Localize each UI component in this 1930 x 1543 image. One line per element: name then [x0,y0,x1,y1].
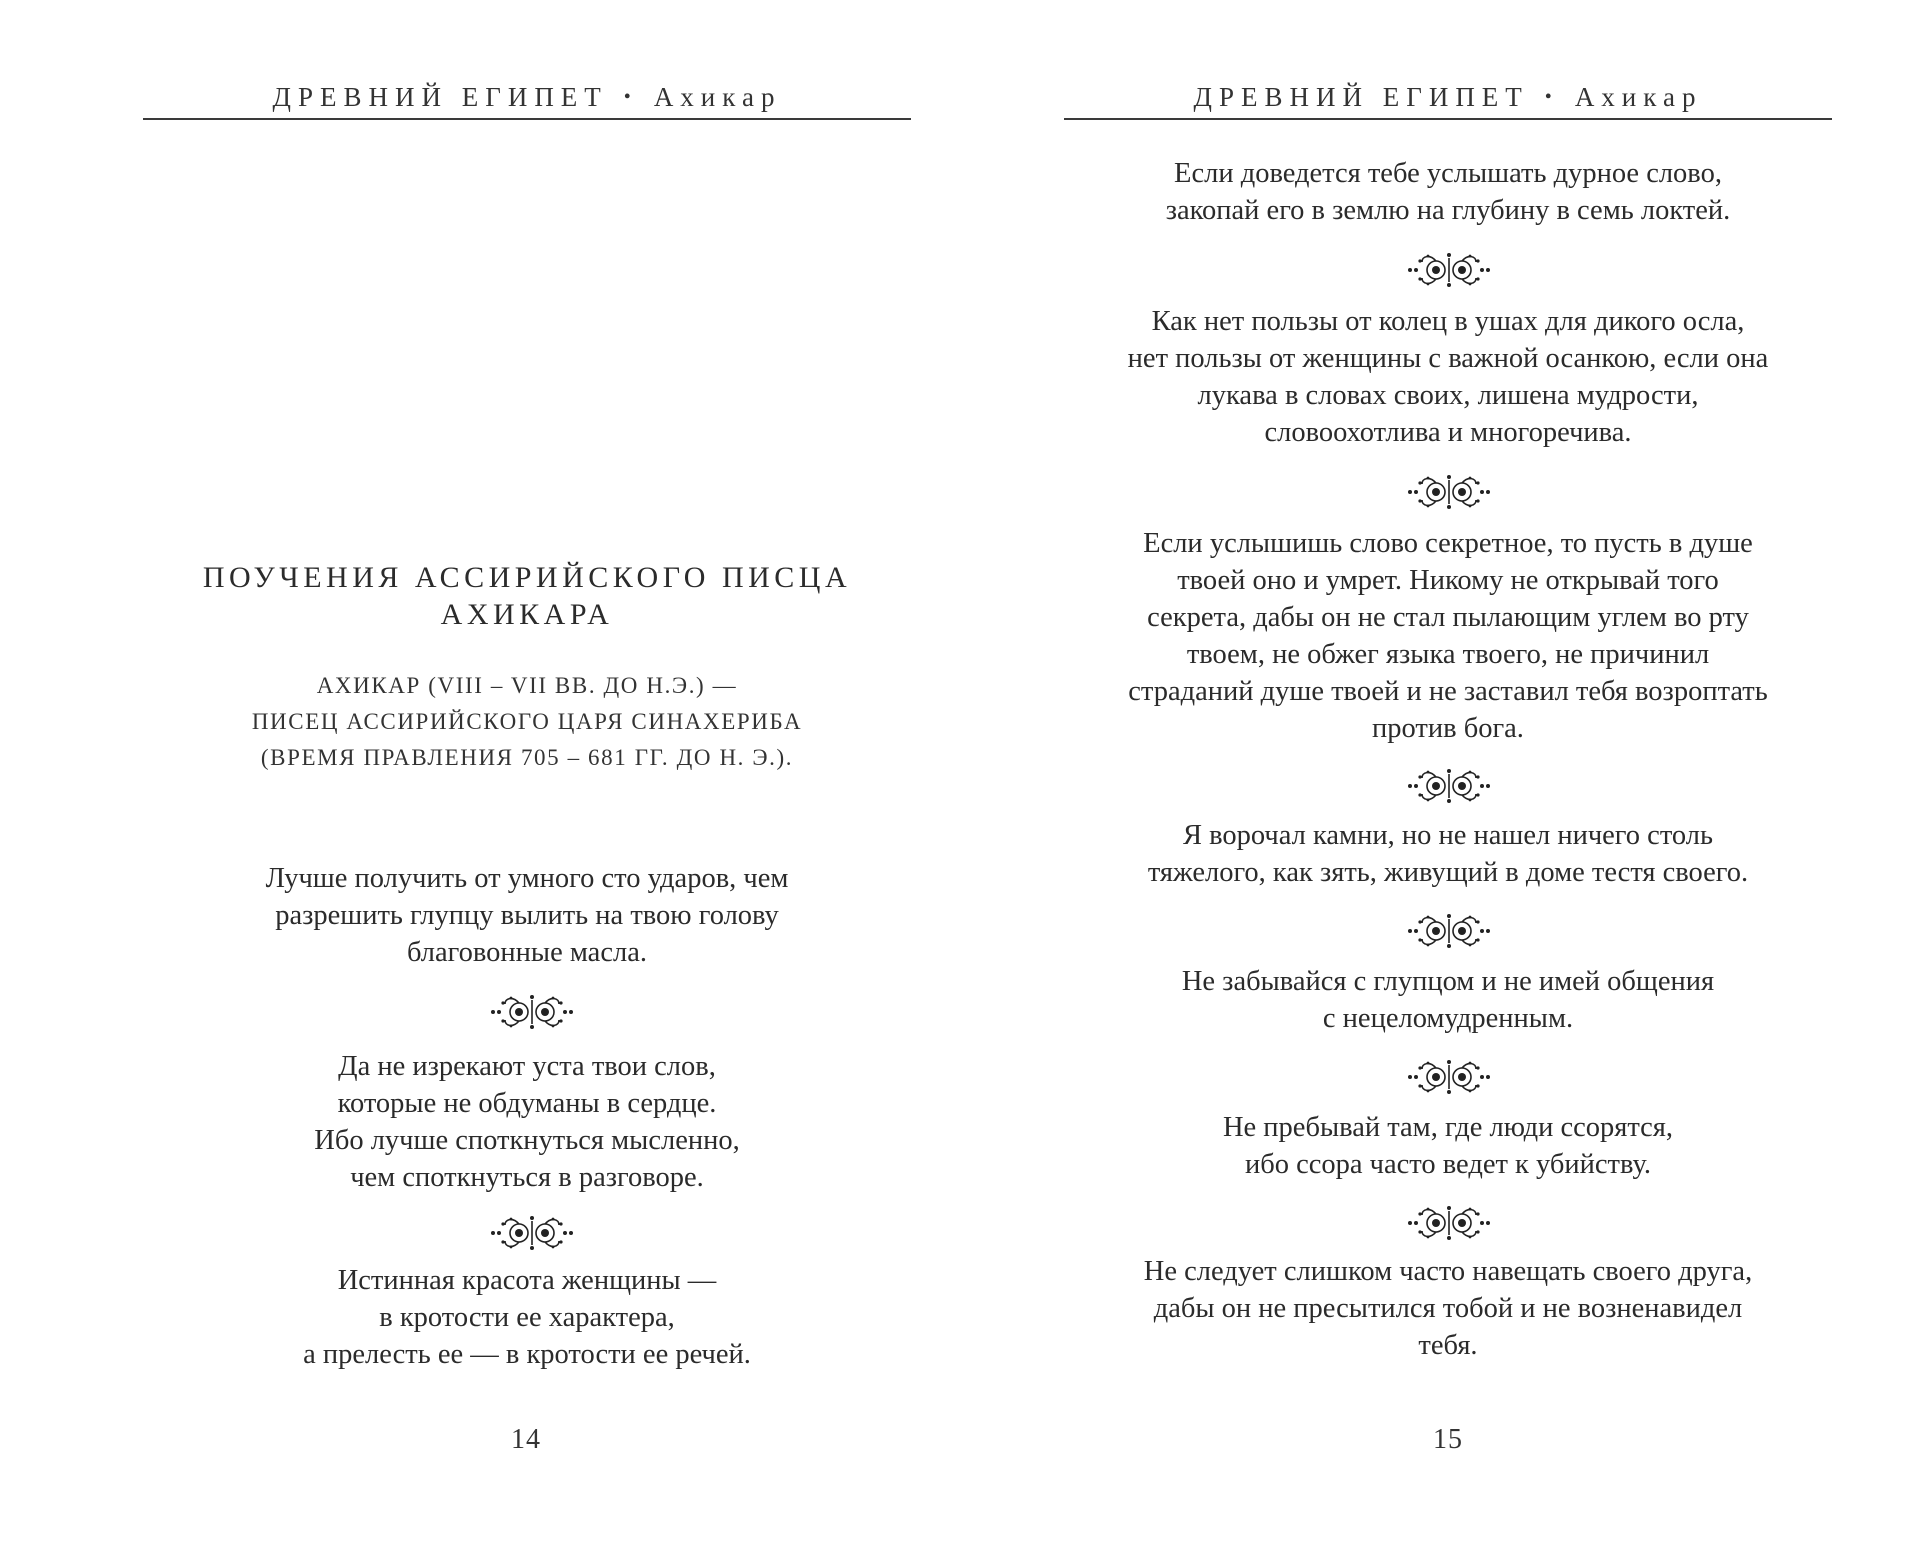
saying-line: которые не обдуманы в сердце. [337,1088,717,1119]
saying-line: словоохотлива и многоречива. [1264,417,1632,448]
header-rule [143,118,911,120]
saying-line: Ибо лучше споткнуться мысленно, [314,1125,740,1156]
floral-ornament-icon [1404,1203,1494,1243]
saying-line: ибо ссора часто ведет к убийству. [1244,1149,1652,1180]
saying-line: Да не изрекают уста твои слов, [338,1051,716,1082]
page-number: 15 [1433,1424,1463,1455]
saying-line: благовонные масла. [407,937,647,968]
saying-line: с нецеломудренным. [1322,1003,1574,1034]
saying-line: Если услышишь слово секретное, то пусть в душе [1143,528,1753,559]
floral-ornament-icon [1404,766,1494,806]
saying-line: лукава в словах своих, лишена мудрости, [1197,380,1699,411]
header-rule [1064,118,1832,120]
saying-line: Лучше получить от умного сто ударов, чем [265,863,789,894]
saying [143,860,911,971]
saying-line: Не пребывай там, где люди ссорятся, [1222,1112,1674,1143]
saying [1064,963,1832,1037]
chapter-title-line: АХИКАРА [440,598,614,631]
floral-ornament-icon [1404,250,1494,290]
chapter-subtitle [143,668,911,776]
saying-line: тяжелого, как зять, живущий в доме тестя своего. [1147,857,1749,888]
running-head-author: Ахикар [653,82,782,112]
chapter-title [143,559,911,633]
saying-line: Я ворочал камни, но не нашел ничего столь [1182,820,1713,851]
saying [1064,155,1832,229]
running-head-section: ДРЕВНИЙ ЕГИПЕТ [272,82,608,112]
right-page [1064,0,1832,1543]
saying-line: в кротости ее характера, [379,1302,675,1333]
saying-line: нет пользы от женщины с важной осанкою, если она [1127,343,1769,374]
saying-line: а прелесть ее — в кротости ее речей. [303,1339,751,1370]
saying-line: Не забывайся с глупцом и не имей общения [1181,966,1715,997]
saying [1064,1253,1832,1364]
subtitle-line: ПИСЕЦ АССИРИЙСКОГО ЦАРЯ СИНАХЕРИБА [251,709,803,734]
saying-line: Истинная красота женщины — [337,1265,717,1296]
saying [143,1048,911,1196]
running-head-separator: • [623,86,638,108]
saying-line: твоем, не обжег языка твоего, не причинил [1186,639,1710,670]
left-page [143,0,911,1543]
chapter-title-line: ПОУЧЕНИЯ АССИРИЙСКОГО ПИСЦА [202,561,852,594]
saying-line: Как нет пользы от колец в ушах для дикого осла, [1151,306,1745,337]
saying-line: разрешить глупцу вылить на твою голову [275,900,779,931]
running-head [1064,84,1832,111]
saying-line: страданий душе твоей и не заставил тебя возроптать [1128,676,1768,707]
subtitle-line: АХИКАР (VIII – VII ВВ. ДО Н.Э.) — [316,673,738,698]
saying [1064,1109,1832,1183]
saying-line: дабы он не пресытился тобой и не возненавидел [1153,1293,1743,1324]
floral-ornament-icon [487,992,577,1032]
saying-line: чем споткнуться в разговоре. [350,1162,704,1193]
saying [143,1262,911,1373]
running-head [143,84,911,111]
saying-line: секрета, дабы он не стал пылающим углем во рту [1147,602,1749,633]
page-number: 14 [511,1424,541,1455]
saying-line: против бога. [1372,713,1524,744]
saying [1064,817,1832,891]
running-head-section: ДРЕВНИЙ ЕГИПЕТ [1193,82,1529,112]
saying [1064,303,1832,451]
floral-ornament-icon [1404,911,1494,951]
floral-ornament-icon [1404,472,1494,512]
saying-line: закопай его в землю на глубину в семь локтей. [1165,195,1731,226]
floral-ornament-icon [1404,1057,1494,1097]
saying-line: Если доведется тебе услышать дурное слово, [1174,158,1722,189]
subtitle-line: (ВРЕМЯ ПРАВЛЕНИЯ 705 – 681 ГГ. ДО Н. Э.). [260,745,794,770]
running-head-author: Ахикар [1574,82,1703,112]
floral-ornament-icon [487,1213,577,1253]
saying-line: тебя. [1418,1330,1478,1361]
saying [1064,525,1832,747]
running-head-separator: • [1544,86,1559,108]
saying-line: Не следует слишком часто навещать своего друга, [1143,1256,1753,1287]
saying-line: твоей оно и умрет. Никому не открывай того [1177,565,1719,596]
